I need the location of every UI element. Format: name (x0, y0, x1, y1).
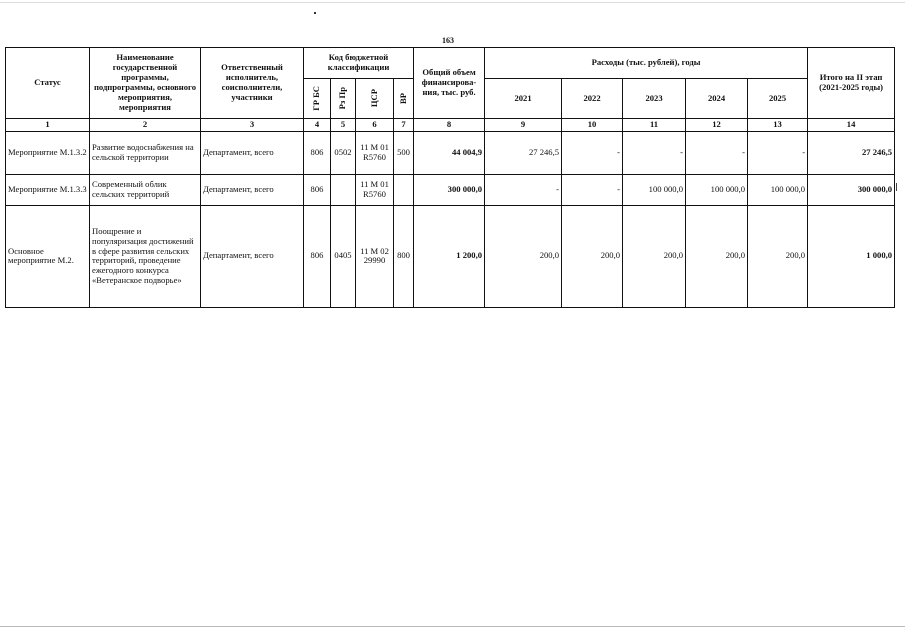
header-name: Наименование государственной программы, подпрограммы, основного мероприятия, мероприятия (90, 48, 201, 119)
column-number: 1 (6, 119, 90, 132)
row-grbs: 806 (304, 174, 331, 205)
row-2022: 200,0 (562, 205, 623, 307)
row-grbs: 806 (304, 131, 331, 174)
row-2024: 100 000,0 (686, 174, 748, 205)
table-row (6, 131, 895, 174)
scan-edge-mark (896, 183, 897, 191)
header-expenses: Расходы (тыс. рублей), годы (485, 48, 808, 79)
row-2025: - (748, 131, 808, 174)
row-total: 44 004,9 (414, 131, 485, 174)
column-number: 8 (414, 119, 485, 132)
header-year-2024: 2024 (686, 79, 748, 119)
column-number: 14 (808, 119, 895, 132)
header-csr: ЦСР (356, 79, 394, 119)
header-stage-total: Итого на II этап (2021-2025 годы) (808, 48, 895, 119)
row-stage-total: 1 000,0 (808, 205, 895, 307)
row-2025: 100 000,0 (748, 174, 808, 205)
column-number-row (6, 119, 895, 132)
row-csr: 11 М 01 R5760 (356, 131, 394, 174)
column-number: 9 (485, 119, 562, 132)
row-executor: Департамент, всего (201, 205, 304, 307)
page-number: 163 (442, 36, 454, 45)
row-rzpr: 0405 (331, 205, 356, 307)
column-number: 10 (562, 119, 623, 132)
row-vr: 800 (394, 205, 414, 307)
row-2025: 200,0 (748, 205, 808, 307)
header-status: Статус (6, 48, 90, 119)
row-rzpr (331, 174, 356, 205)
header-executor: Ответственный исполнитель, соисполнители, участники (201, 48, 304, 119)
column-number: 5 (331, 119, 356, 132)
column-number: 4 (304, 119, 331, 132)
row-2022: - (562, 174, 623, 205)
row-2022: - (562, 131, 623, 174)
header-year-2023: 2023 (623, 79, 686, 119)
row-2021: - (485, 174, 562, 205)
column-number: 12 (686, 119, 748, 132)
header-total: Общий объем финансирова-ния, тыс. руб. (414, 48, 485, 119)
row-csr: 11 М 02 29990 (356, 205, 394, 307)
row-status: Основное мероприятие М.2. (6, 205, 90, 307)
scan-bottom-line (0, 626, 905, 627)
row-executor: Департамент, всего (201, 174, 304, 205)
row-name: Развитие водоснабжения на сельской территории (90, 131, 201, 174)
header-grbs: ГР БС (304, 79, 331, 119)
row-status: Мероприятие М.1.3.3 (6, 174, 90, 205)
row-total: 300 000,0 (414, 174, 485, 205)
scan-speck (314, 12, 316, 14)
row-2021: 200,0 (485, 205, 562, 307)
column-number: 7 (394, 119, 414, 132)
row-grbs: 806 (304, 205, 331, 307)
table-row (6, 174, 895, 205)
header-vr: ВР (394, 79, 414, 119)
row-stage-total: 300 000,0 (808, 174, 895, 205)
row-csr: 11 М 01 R5760 (356, 174, 394, 205)
budget-table (5, 47, 895, 308)
header-year-2025: 2025 (748, 79, 808, 119)
column-number: 6 (356, 119, 394, 132)
header-rzpr: Рз Пр (331, 79, 356, 119)
row-vr (394, 174, 414, 205)
row-name: Современный облик сельских территорий (90, 174, 201, 205)
row-vr: 500 (394, 131, 414, 174)
row-2023: 100 000,0 (623, 174, 686, 205)
row-2021: 27 246,5 (485, 131, 562, 174)
row-name: Поощрение и популяризация достижений в сфере развития сельских территорий, проведение ежегодного конкурса «Ветеранское подворье» (90, 205, 201, 307)
row-status: Мероприятие М.1.3.2 (6, 131, 90, 174)
table-row (6, 205, 895, 307)
column-number: 2 (90, 119, 201, 132)
header-year-2022: 2022 (562, 79, 623, 119)
column-number: 11 (623, 119, 686, 132)
row-2024: 200,0 (686, 205, 748, 307)
row-rzpr: 0502 (331, 131, 356, 174)
row-2023: 200,0 (623, 205, 686, 307)
header-year-2021: 2021 (485, 79, 562, 119)
header-budget-code: Код бюджетной классификации (304, 48, 414, 79)
row-executor: Департамент, всего (201, 131, 304, 174)
scan-top-line (0, 2, 905, 3)
row-stage-total: 27 246,5 (808, 131, 895, 174)
row-2023: - (623, 131, 686, 174)
row-2024: - (686, 131, 748, 174)
column-number: 13 (748, 119, 808, 132)
row-total: 1 200,0 (414, 205, 485, 307)
column-number: 3 (201, 119, 304, 132)
